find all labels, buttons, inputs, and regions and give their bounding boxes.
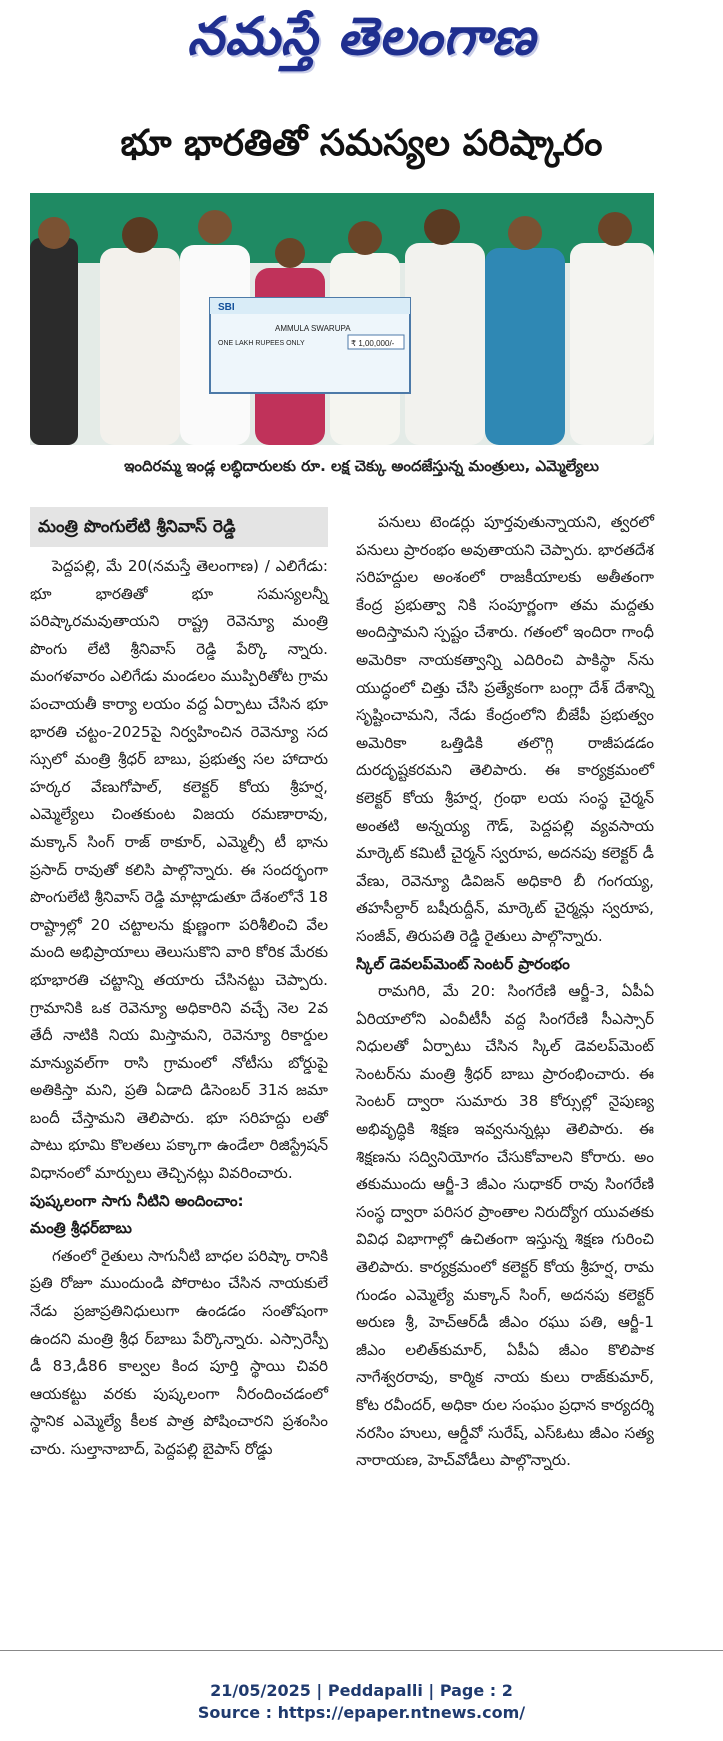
column-left <box>30 507 328 1464</box>
footer-date-edition: 21/05/2025 | Peddapalli | Page : 2 <box>210 1681 513 1700</box>
cheque-board <box>210 298 410 393</box>
subheading: మంత్రి శ్రీధర్‌బాబు <box>30 1219 132 1238</box>
byline: మంత్రి పొంగులేటి శ్రీనివాస్‌ రెడ్డి <box>30 507 328 547</box>
cheque-amount: ₹ 1,00,000/- <box>351 339 395 348</box>
page-footer <box>0 1650 723 1722</box>
photo-caption: ఇందిరమ్మ ఇండ్ల లబ్ధిదారులకు రూ. లక్ష చెక్కు అందజేస్తున్న మంత్రులు, ఎమ్మెల్యేలు <box>124 457 599 475</box>
cheque-bank: SBI <box>218 302 235 313</box>
paragraph: గతంలో రైతులు సాగునీటి బాధల పరిష్కా రానికి ప్రతి రోజూ ముందుండి పోరాటం చేసిన నాయకులే నేడు ప్రజాప్రతినిధులుగా ఉండడం సంతోషంగా ఉందని మంత్రి శ్రీధ ర్‌బాబు పేర్కొన్నారు. ఎస్సారెస్పీ డీ 83,డీ86 కాల్వల కింద పూర్తి స్థాయి చివరి ఆయకట్టు వరకు పుష్కలంగా నీరందించడంలో స్థానిక ఎమ్మెల్యే కీలక పాత్ర పోషించారని ప్రశంసిం చారు. సుల్తానాబాద్‌, పెద్దపల్లి బైపాస్‌ రోడ్డు <box>30 1246 328 1458</box>
photo-illustration <box>30 193 654 445</box>
paragraph: పెద్దపల్లి, మే 20(నమస్తే తెలంగాణ) / ఎలిగేడు: భూ భారతితో భూ సమస్యలన్నీ పరిష్కారమవుతాయని రాష్ట్ర రెవెన్యూ మంత్రి పొంగు లేటి శ్రీనివాస్‌ రెడ్డి పేర్కొ న్నారు. మంగళవారం ఎలిగేడు మండలం ముప్పిరితోట గ్రామ పంచాయతీ కార్యా లయం వద్ద ఏర్పాటు చేసిన భూ భారతి చట్టం-2025పై నిర్వహించిన రెవెన్యూ సద స్సులో మంత్రి శ్రీధర్‌ బాబు, ప్రభుత్వ సల హాదారు హర్కర వేణుగోపాల్‌, కలెక్టర్‌ కోయ శ్రీహర్ష, ఎమ్మెల్యేలు చింతకుంట విజయ రమణారావు, మక్కాన్‌ సింగ్‌ రాజ్‌ ఠాకూర్‌, ఎమ్మెల్సీ టీ భాను ప్రసాద్‌ రావుతో కలిసి పాల్గొన్నారు. ఈ సందర్భంగా పొంగులేటి శ్రీనివాస్‌ రెడ్డి మాట్లాడుతూ దేశంలోనే 18 రాష్ట్రాల్లో 20 చట్టాలను క్షుణ్ణంగా పరిశీలించి వేల మంది అభిప్రాయాలు తెలుసుకొని వారి కోరిక మేరకు భూభారతి చట్టాన్ని తయారు చేసినట్టు చెప్పారు. గ్రామానికి ఒక రెవెన్యూ అధికారిని వచ్చే నెల 2వ తేదీ నాటికి నియ మిస్తామని, రెవెన్యూ రికార్డుల మాన్యువల్‌గా రాసి గ్రామంలో నోటీసు బోర్డుపై అతికిస్తా మని, ప్రతి ఏడాది డిసెంబర్‌ 31న జమా బందీ చేస్తామని తెలిపారు. భూ సరిహద్దు లతో పాటు భూమి కొలతలు పక్కాగా ఉండేలా రిజిస్ట్రేషన్‌ విధానంలో మార్పులు తెచ్చినట్లు వివరించారు. <box>30 557 328 1183</box>
masthead-title: నమస్తే తెలంగాణ <box>187 6 536 67</box>
paragraph: రామగిరి, మే 20: సింగరేణి ఆర్జీ-3, ఏపీఏ ఏరియాలోని ఎంవీటీసీ వద్ద సింగరేణి సీఎస్సార్‌ నిధులతో ఏర్పాటు చేసిన స్కిల్‌ డెవలప్‌మెంట్‌ సెంటర్‌ను మంత్రి శ్రీధర్‌ బాబు ప్రారంభించారు. ఈ సెంటర్‌ ద్వారా సుమారు 38 కోర్సుల్లో నైపుణ్య అభివృద్ధికి శిక్షణ ఇవ్వనున్నట్లు తెలిపారు. ఈ శిక్షణను సద్వినియోగం చేసుకోవాలని కోరారు. అం తకుముందు ఆర్జీ-3 జీఎం సుధాకర్‌ రావు సింగరేణి సంస్థ ద్వారా పరిసర ప్రాంతాల నిరుద్యోగ యువతకు వివిధ విభాగాల్లో ఉచితంగా ఇస్తున్న శిక్షణ గురించి తెలిపారు. కార్యక్రమంలో కలెక్టర్‌ కోయ శ్రీహర్ష, రామ గుండం ఎమ్మెల్యే మక్కాన్‌ సింగ్‌, అదనపు కలెక్టర్‌ అరుణ శ్రీ, హెచ్‌ఆర్‌డీ జీఎం రఘు పతి, ఆర్జీ-1 జీఎం లలిత్‌కుమార్‌, ఏపీఏ జీఎం కొలిపాక నాగేశ్వరరావు, కార్మిక నాయ కులు రాజ్‌కుమార్‌, కోట రవీందర్‌, అధికా రుల సంఘం ప్రధాన కార్యదర్శి నరసిం హులు, ఆర్డీవో సురేష్‌, ఎస్‌ఓటు జీఎం సత్య నారాయణ, హెచ్‌వోడీలు పాల్గొన్నారు. <box>356 982 654 1470</box>
paragraph: పనులు టెండర్లు పూర్తవుతున్నాయని, త్వరలో పనులు ప్రారంభం అవుతాయని చెప్పారు. భారతదేశ సరిహద్దుల అంశంలో రాజకీయాలకు అతీతంగా కేంద్ర ప్రభుత్వా నికి సంపూర్ణంగా తమ మద్దతు అందిస్తామని స్పష్టం చేశారు. గతంలో ఇందిరా గాంధీ అమెరికా నాయకత్వాన్ని ఎదిరించి పాకిస్థా న్‌ను యుద్ధంలో చిత్తు చేసి ప్రత్యేకంగా బంగ్లా దేశ్‌ దేశాన్ని సృష్టించామని, నేడు కేంద్రంలోని బీజేపీ ప్రభుత్వం అమెరికా ఒత్తిడికి తలొగ్గి రాజీపడడం దురదృష్టకరమని తెలిపారు. ఈ కార్యక్రమంలో కలెక్టర్‌ కోయ శ్రీహర్ష, గ్రంథా లయ సంస్థ చైర్మన్‌ అంతటి అన్నయ్య గౌడ్‌, పెద్దపల్లి వ్యవసాయ మార్కెట్‌ కమిటీ చైర్మన్‌ స్వరూప, అదనపు కలెక్టర్‌ డీ వేణు, రెవెన్యూ డివిజన్‌ అధికారి బీ గంగయ్య, తహసీల్దార్‌ బషీరుద్దీన్‌, మార్కెట్‌ చైర్మన్లు స్వరూప, సంజీవ్‌, తిరుపతి రెడ్డి రైతులు పాల్గొన్నారు. <box>356 513 654 945</box>
cheque-words: ONE LAKH RUPEES ONLY <box>218 340 305 347</box>
article-headline: భూ భారతితో సమస్యల పరిష్కారం <box>120 122 603 164</box>
cheque-payee: AMMULA SWARUPA <box>275 324 351 333</box>
footer-source-link[interactable]: Source : https://epaper.ntnews.com/ <box>197 1703 526 1722</box>
subheading: స్కిల్‌ డెవలప్‌మెంట్‌ సెంటర్‌ ప్రారంభం <box>356 954 570 973</box>
subheading: పుష్కలంగా సాగు నీటిని అందించాం: <box>30 1191 244 1210</box>
column-right <box>356 509 654 1475</box>
article-photo <box>30 193 654 445</box>
newspaper-masthead <box>0 0 723 82</box>
